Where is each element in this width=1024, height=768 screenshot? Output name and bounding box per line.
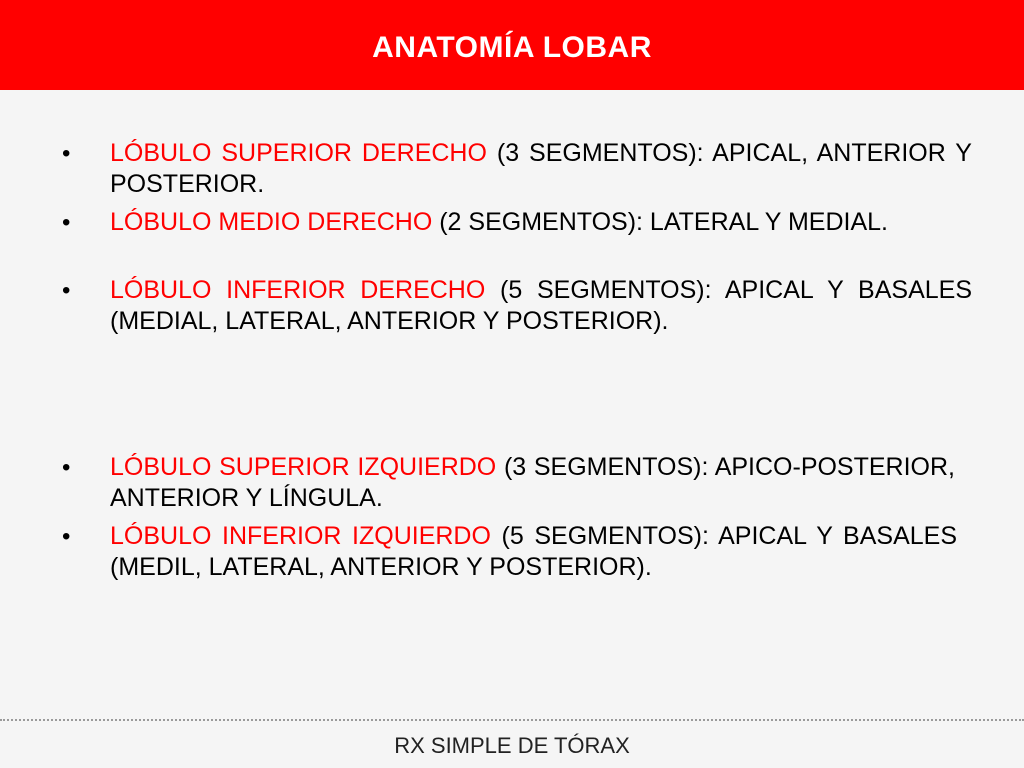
lobe-detail: (5 SEGMENTOS): APICAL Y BASALES (MEDIAL, LATERAL, ANTERIOR Y POSTERIOR). — [110, 276, 973, 335]
bullet-icon: • — [62, 454, 71, 481]
lobe-name: LÓBULO MEDIO DERECHO — [110, 208, 433, 236]
list-item-text — [110, 452, 955, 514]
slide-title: ANATOMÍA LOBAR — [372, 31, 652, 64]
lobe-detail: (5 SEGMENTOS): APICAL Y BASALES (MEDIL, LATERAL, ANTERIOR Y POSTERIOR). — [110, 522, 957, 581]
lobe-detail: (3 SEGMENTOS): APICAL, ANTERIOR Y POSTERIOR. — [110, 139, 972, 198]
list-item-text — [110, 138, 972, 200]
bullet-icon: • — [62, 277, 71, 304]
lobe-name: LÓBULO INFERIOR IZQUIERDO — [110, 522, 491, 550]
lobe-detail: (2 SEGMENTOS): LATERAL Y MEDIAL. — [439, 208, 888, 236]
list-item-text — [110, 521, 957, 583]
bullet-icon: • — [62, 209, 71, 236]
lobe-detail: (3 SEGMENTOS): APICO-POSTERIOR, ANTERIOR Y LÍNGULA. — [110, 453, 956, 512]
list-item-text — [110, 207, 972, 238]
footer-text: RX SIMPLE DE TÓRAX — [394, 733, 630, 758]
bullet-icon: • — [62, 140, 71, 167]
footer-divider — [0, 719, 1024, 721]
lobe-name: LÓBULO SUPERIOR IZQUIERDO — [110, 453, 497, 481]
lobe-name: LÓBULO INFERIOR DERECHO — [110, 276, 486, 304]
list-item-text — [110, 275, 972, 337]
lobe-name: LÓBULO SUPERIOR DERECHO — [110, 139, 487, 167]
bullet-icon: • — [62, 523, 71, 550]
